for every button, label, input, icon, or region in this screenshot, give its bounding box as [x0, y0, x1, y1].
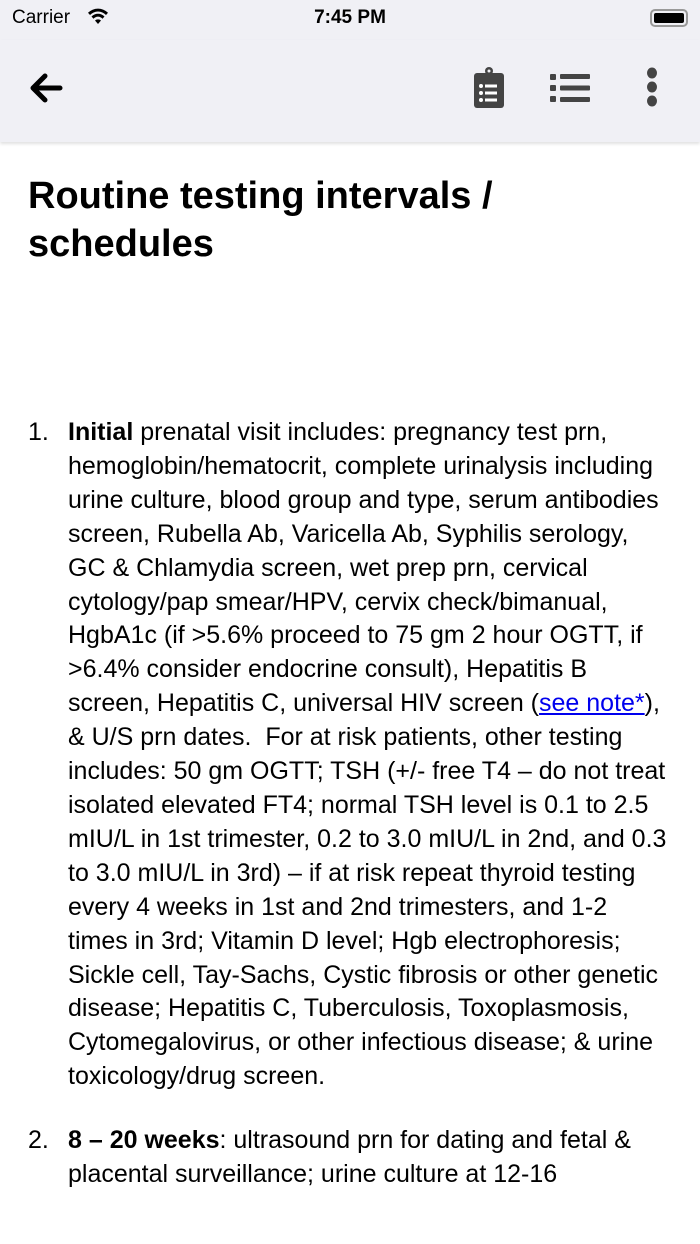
page-title: Routine testing intervals / schedules	[28, 175, 493, 265]
item-body-continued: ), & U/S prn dates. For at risk patients, other testing includes: 50 gm OGTT; TSH (+/- free T4 – do not treat isolated elevated FT4; normal TSH level is 0.1 to 2.5 mIU/L in 1st trimester, 0.2 to 3.0 mIU/L in 2nd, and 0.3 to 3.0 mIU/L in 3rd) – if at risk repeat thyroid testing every 4 weeks in 1st and 2nd trimesters, and 1-2 times in 3rd; Vitamin D level; Hgb electrophoresis; Sickle cell, Tay-Sachs, Cystic fibrosis or other genetic disease; Hepatitis C, Tuberculosis, Toxoplasmosis, Cytomegalovirus, or other infectious disease; & urine toxicology/drug screen.	[68, 689, 667, 1091]
back-arrow-icon	[26, 68, 66, 108]
item-lead: Initial	[68, 418, 134, 446]
carrier-label: Carrier	[12, 7, 71, 28]
more-options-button[interactable]	[630, 66, 674, 110]
list-item	[28, 416, 668, 1094]
item-body: prenatal visit includes: pregnancy test prn, hemoglobin/hematocrit, complete urinalysis including urine culture, blood group and type, serum antibodies screen, Rubella Ab, Varicella Ab, Syphilis serology, GC & Chlamydia screen, wet prep prn, cervical cytology/pap smear/HPV, cervix check/bimanual, HgbA1c (if >5.6% proceed to 75 gm 2 hour OGTT, if >6.4% consider endocrine consult), Hepatitis B screen, Hepatitis C, universal HIV screen (	[68, 418, 659, 718]
see-note-link[interactable]: see note*	[539, 689, 645, 718]
item-text	[68, 1124, 668, 1192]
list-icon	[548, 68, 592, 108]
clock: 7:45 PM	[314, 7, 386, 28]
testing-list	[28, 416, 668, 1222]
table-of-contents-button[interactable]	[548, 66, 592, 110]
item-number: 1.	[28, 418, 49, 446]
clipboard-list-icon	[472, 66, 506, 110]
back-button[interactable]	[24, 66, 68, 110]
item-lead: 8 – 20 weeks	[68, 1126, 220, 1155]
item-text	[68, 416, 668, 1094]
item-number: 2.	[28, 1126, 49, 1155]
item-body: : ultrasound prn for dating and fetal & placental surveillance; urine culture at 12-16	[68, 1126, 631, 1189]
status-bar	[0, 0, 700, 40]
list-item	[28, 1124, 668, 1192]
more-vertical-icon	[644, 66, 660, 110]
battery-icon	[650, 9, 688, 27]
navigation-bar	[0, 40, 700, 142]
notes-button[interactable]	[467, 66, 511, 110]
